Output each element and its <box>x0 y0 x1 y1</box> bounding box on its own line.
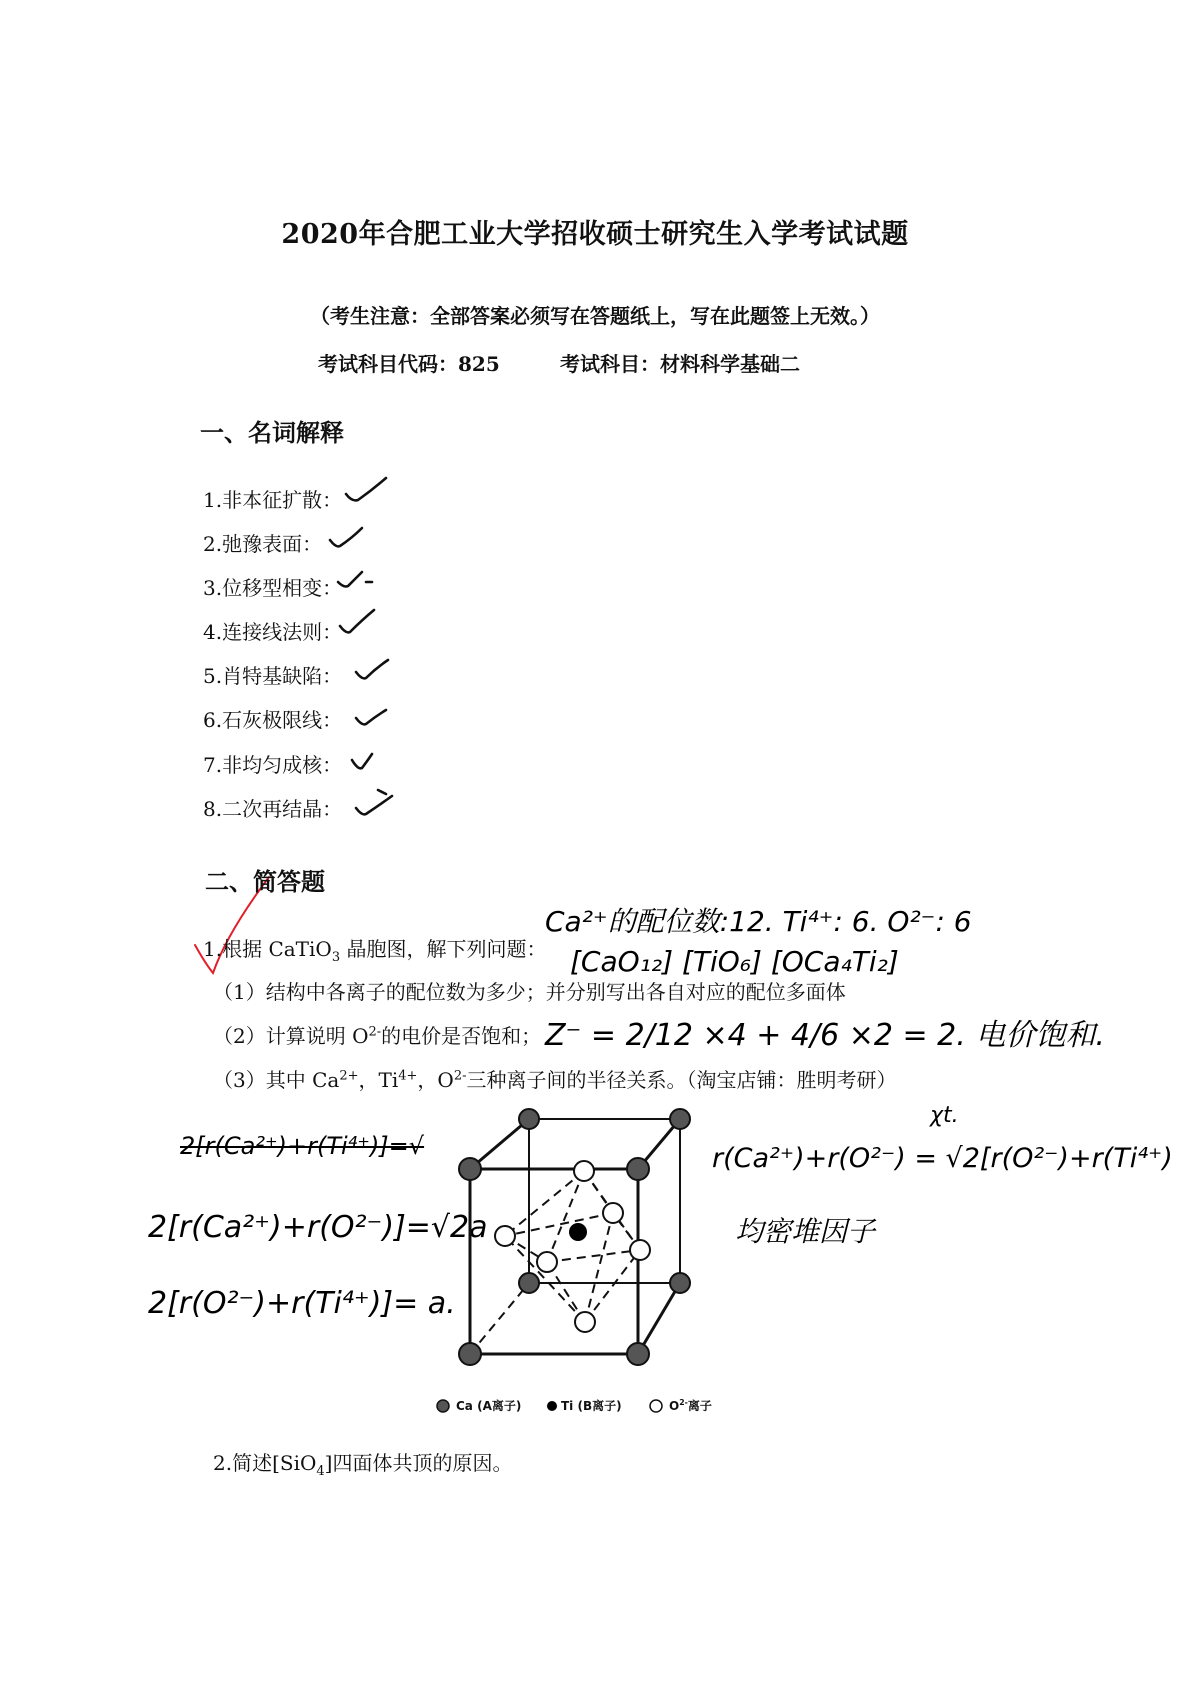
ca-ion <box>519 1109 539 1129</box>
term-item: 2.弛豫表面： <box>203 532 323 556</box>
exam-title: 2020年合肥工业大学招收硕士研究生入学考试试题 <box>281 219 909 250</box>
term-item: 5.肖特基缺陷： <box>203 664 343 688</box>
handwritten-struck-relation: 2[r(Ca²⁺)+r(Ti⁴⁺)]=√ <box>180 1132 425 1160</box>
handwritten-coordination: Ca²⁺的配位数:12. Ti⁴⁺: 6. O²⁻: 6 <box>545 905 972 938</box>
ca-ion <box>670 1273 690 1293</box>
o-ion <box>495 1226 515 1246</box>
ca-ion <box>627 1343 649 1365</box>
octahedron-edges <box>505 1171 640 1322</box>
ca-ion <box>459 1158 481 1180</box>
handwritten-right-relation: r(Ca²⁺)+r(O²⁻) = √2[r(O²⁻)+r(Ti⁴⁺) <box>712 1143 1173 1174</box>
term-item: 1.非本征扩散： <box>203 488 343 512</box>
question-1-part-1: （1）结构中各离子的配位数为多少；并分别写出各自对应的配位多面体 <box>213 980 846 1004</box>
ca-legend-icon <box>435 1398 451 1414</box>
section-1-heading: 一、名词解释 <box>200 418 344 447</box>
term-item: 3.位移型相变： <box>203 576 343 600</box>
o-legend-label: $O^{2-}$离子 <box>669 1398 712 1413</box>
handwritten-right-note: 均密堆因子 <box>735 1215 876 1248</box>
ti-legend-icon <box>545 1398 559 1414</box>
o-ion <box>575 1312 595 1332</box>
handwritten-note-top: χt. <box>930 1103 959 1128</box>
ca-ion <box>519 1273 539 1293</box>
question-2: 2.简述[SiO$_4$]四面体共顶的原因。 <box>213 1451 513 1479</box>
ca-ion <box>627 1158 649 1180</box>
exam-notice: （考生注意：全部答案必须写在答题纸上，写在此题签上无效。） <box>310 304 880 328</box>
o-ion <box>574 1161 594 1181</box>
term-item: 6.石灰极限线： <box>203 708 343 732</box>
ca-ion <box>459 1343 481 1365</box>
handwritten-polyhedra: [CaO₁₂] [TiO₆] [OCa₄Ti₂] <box>570 945 899 978</box>
question-1-part-3: （3）其中 $Ca^{2+}$，$Ti^{4+}$，$O^{2-}$三种离子间的半径关系。（淘宝店铺：胜明考研） <box>213 1068 897 1092</box>
subject-code: 考试科目代码：825 <box>318 352 500 376</box>
ca-ion <box>670 1109 690 1129</box>
term-item: 8.二次再结晶： <box>203 797 343 821</box>
ti-ion <box>569 1223 587 1241</box>
o-ion <box>603 1203 623 1223</box>
question-1-stem: 1.根据 CaTiO$_3$ 晶胞图，解下列问题： <box>203 937 547 965</box>
o-ion <box>537 1252 557 1272</box>
subject-name: 考试科目：材料科学基础二 <box>560 352 800 376</box>
ca-legend-label: Ca (A离子) <box>456 1399 522 1413</box>
o-ion <box>630 1240 650 1260</box>
handwritten-valence: Z⁻ = 2/12 ×4 + 4/6 ×2 = 2. 电价饱和. <box>545 1018 1105 1053</box>
handwritten-relation-1: 2[r(Ca²⁺)+r(O²⁻)]=√2a <box>148 1210 488 1245</box>
section-2-heading: 二、简答题 <box>205 867 325 896</box>
question-1-part-2: （2）计算说明 $O^{2-}$的电价是否饱和； <box>213 1024 542 1048</box>
ti-legend-label: Ti (B离子) <box>561 1399 622 1413</box>
handwritten-relation-2: 2[r(O²⁻)+r(Ti⁴⁺)]= a. <box>148 1286 456 1321</box>
term-item: 7.非均匀成核： <box>203 753 343 777</box>
term-item: 4.连接线法则： <box>203 620 343 644</box>
o-legend-icon <box>648 1398 664 1414</box>
